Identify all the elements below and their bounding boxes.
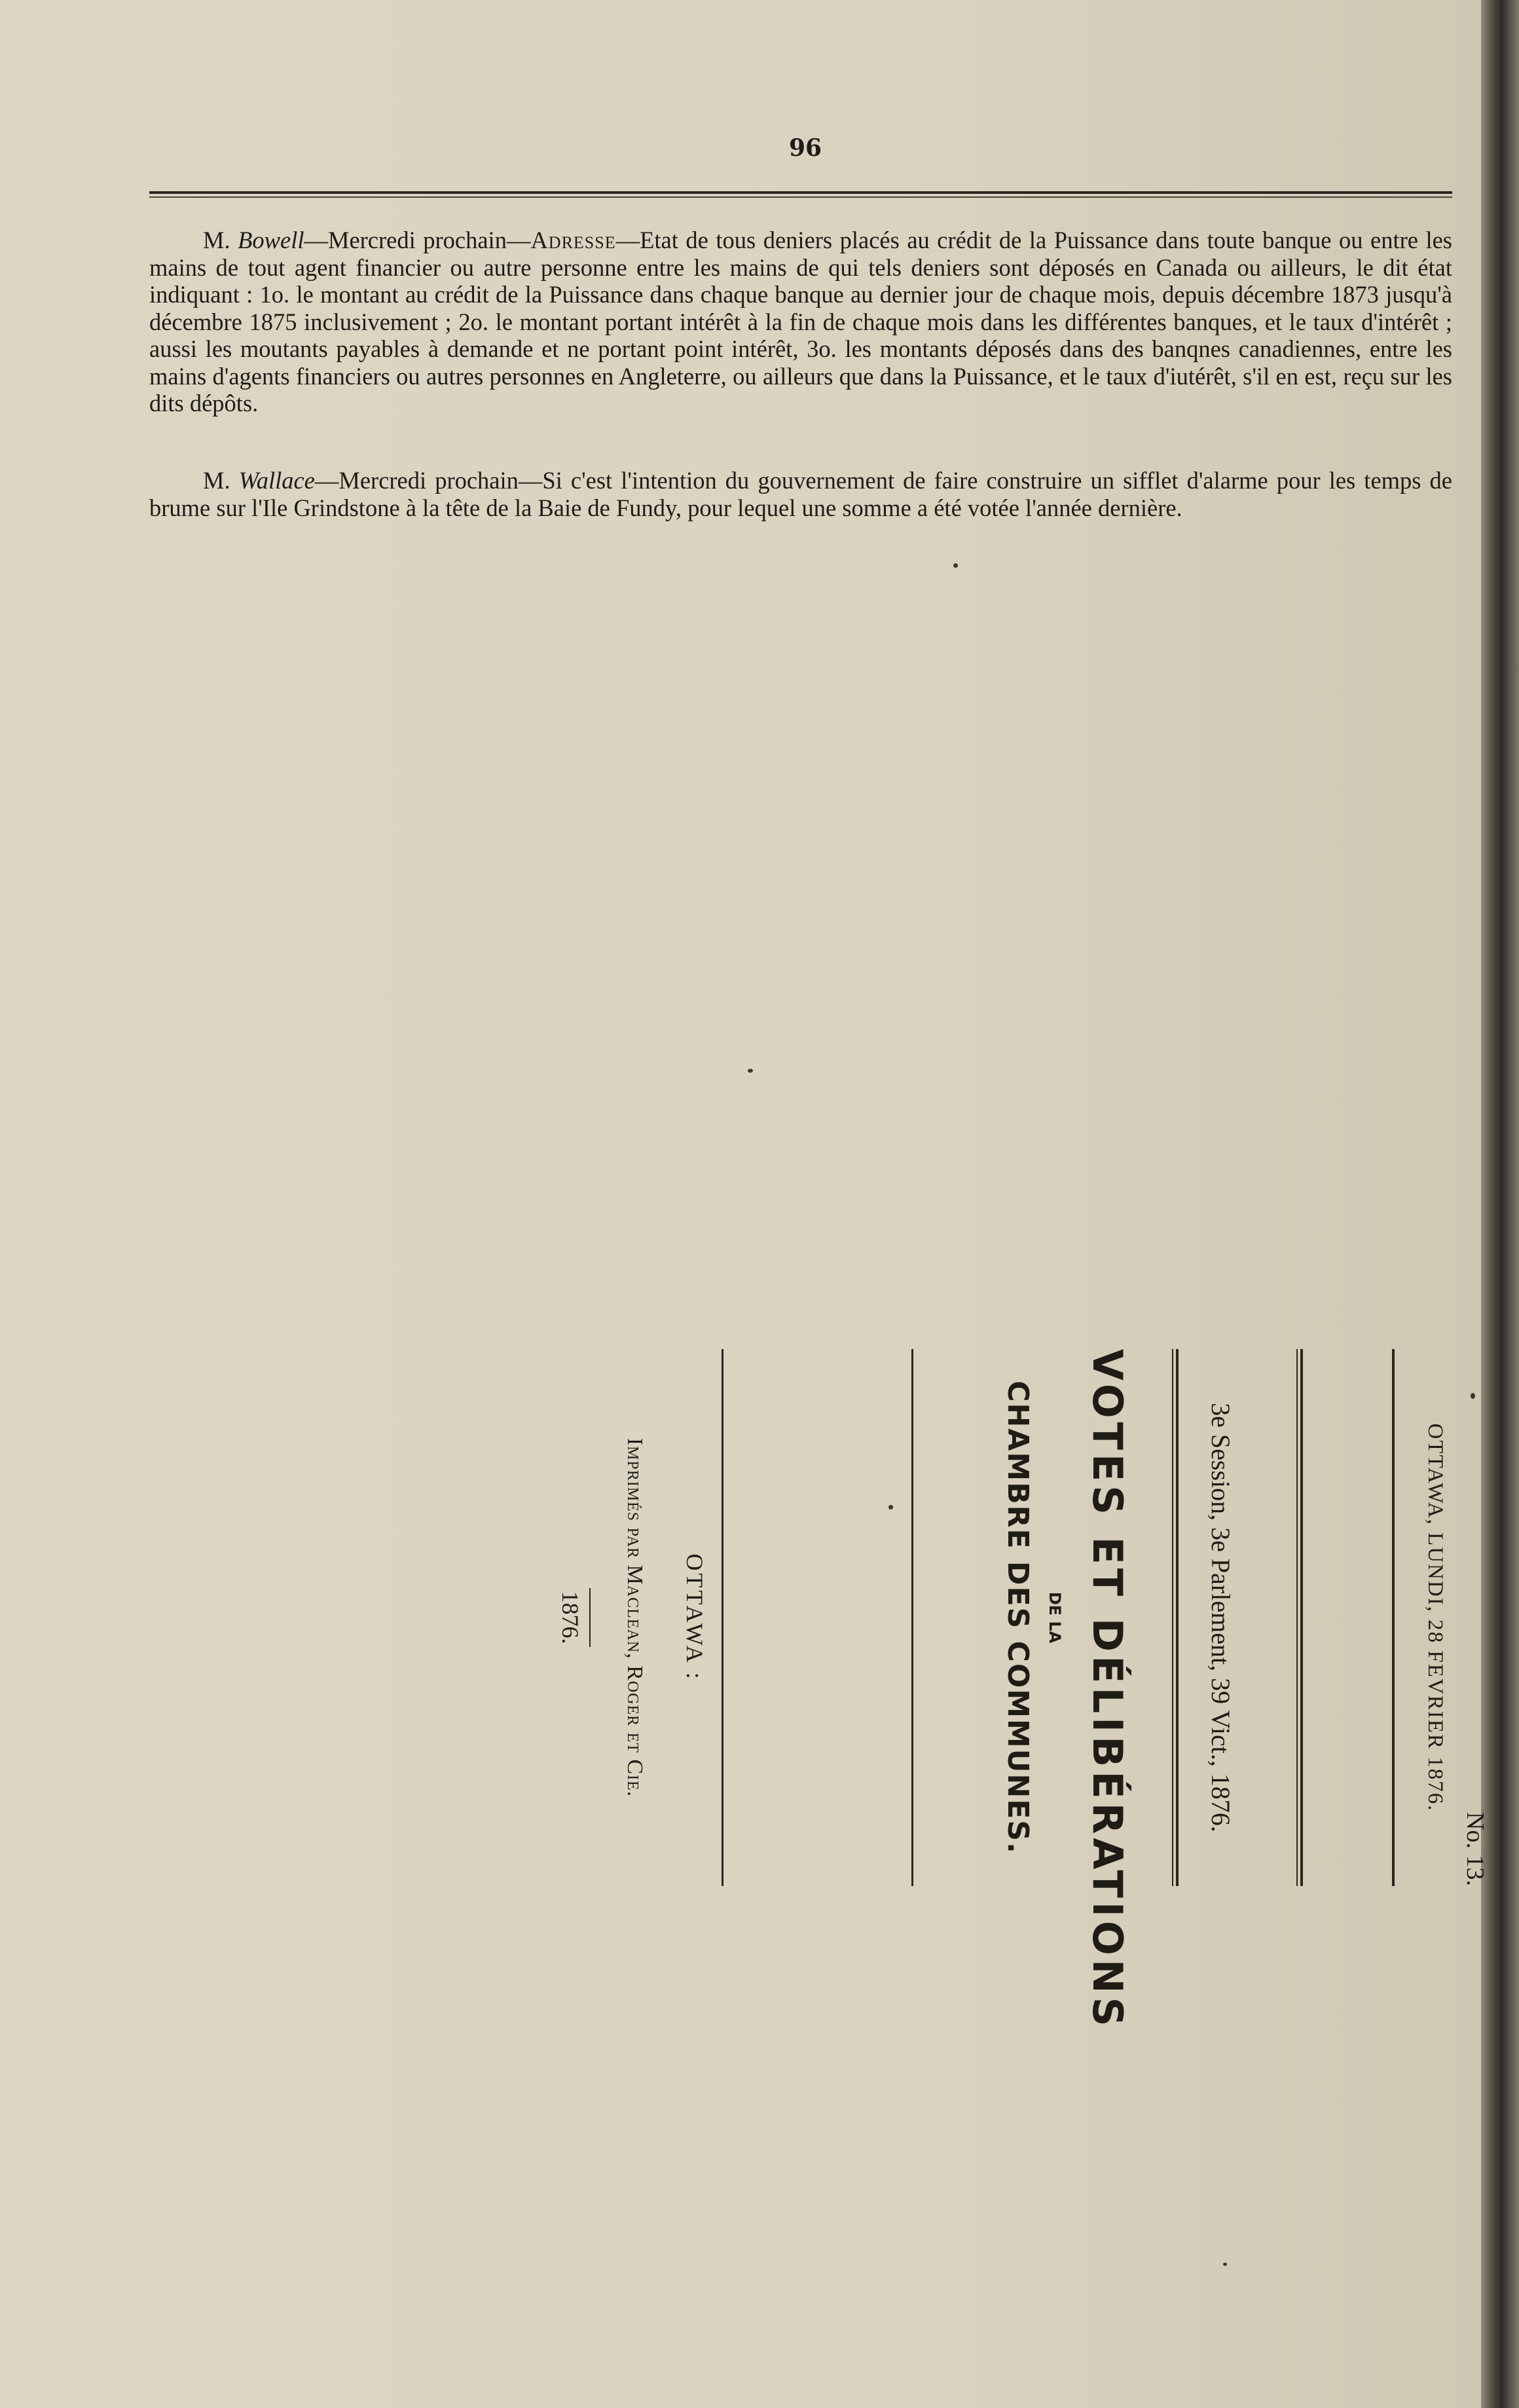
session-line: 3e Session, 3e Parlement, 39 Vict., 1876. [1206, 1403, 1235, 1832]
imprint-printer: Imprimés par Maclean, Roger et Cie. [623, 1437, 647, 1798]
header-rule-thin [149, 196, 1452, 198]
paper-speck [953, 563, 958, 568]
paper-speck [1223, 2263, 1227, 2266]
title-rule [1392, 1349, 1395, 1886]
notice-when: —Mercredi prochain— [314, 467, 543, 494]
notice-text: —Etat de tous deniers placés au crédit de la Puissance dans toute banque ou entre les mains de tout agent financier ou autre personne entre les mains de qui tels deniers sont déposés en Canada ou ailleurs, le dit état indiquant : 1o. le montant au crédit de la Puissance dans chaque banque au dernier jour de chaque mois, depuis décembre 1873 jusqu'à décembre 1875 inclusivement ; 2o. le montant portant intérêt à la fin de chaque mois dans les différentes banques, et le taux d'intérêt ; aussi les moutants payables à demande et ne portant point intérêt, 3o. les montants déposés dans des banqnes canadiennes, entre les mains d'agents financiers ou autres personnes en Angleterre, ou ailleurs que dans la Puissance, et le taux d'iutérêt, s'il en est, reçu sur les dits dépôts. [149, 227, 1453, 417]
year-rule [589, 1588, 591, 1647]
page-number: 96 [788, 134, 822, 162]
title-rule-thin [1296, 1349, 1298, 1886]
member-name: Bowell [238, 227, 304, 253]
paper-speck [888, 1505, 893, 1510]
notice-type: Adresse [530, 227, 616, 253]
title-rule [1300, 1349, 1303, 1886]
imprint-year: 1876. [557, 1591, 583, 1644]
notice-bowell [149, 227, 1452, 417]
title-rule-thin [1172, 1349, 1173, 1886]
title-de-la: DE LA [1046, 1591, 1064, 1644]
chamber-title: CHAMBRE DES COMMUNES. [1001, 1380, 1034, 1855]
notice-when: —Mercredi prochain— [304, 227, 531, 253]
main-title: VOTES ET DÉLIBÉRATIONS [1084, 1349, 1131, 2031]
paper-speck [748, 1069, 753, 1073]
member-prefix: M. [203, 467, 230, 494]
member-name: Wallace [238, 467, 315, 494]
paper-speck [1471, 1393, 1475, 1399]
member-prefix: M. [203, 227, 230, 253]
issue-number: No. 13. [1461, 1812, 1489, 1886]
book-spine [1481, 0, 1519, 2408]
title-rule [1176, 1349, 1179, 1886]
imprint-city: OTTAWA : [682, 1553, 708, 1682]
header-rule [149, 191, 1452, 194]
issue-date: OTTAWA, LUNDI, 28 FEVRIER 1876. [1423, 1423, 1447, 1812]
notice-text: Si c'est l'intention du gouvernement de faire construire un sifflet d'alarme pour les temps de brume sur l'Ile Grindstone à la tête de la Baie de Fundy, pour lequel une somme a été votée l'année dernière. [149, 467, 1452, 521]
notice-wallace [149, 467, 1452, 521]
rotated-title-block [183, 1349, 1493, 2031]
title-rule [911, 1349, 913, 1886]
title-rule [722, 1349, 723, 1886]
